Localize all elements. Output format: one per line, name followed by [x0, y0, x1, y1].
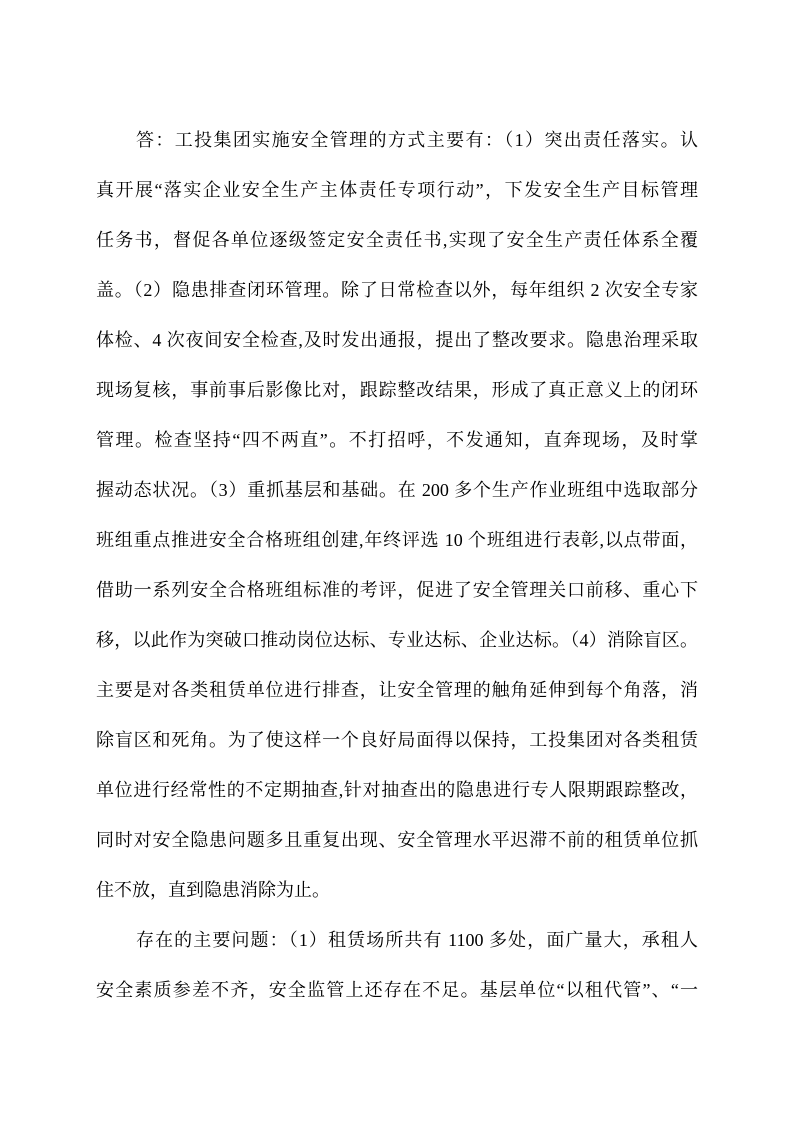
text-line: 真开展“落实企业安全生产主体责任专项行动”，下发安全生产目标管理: [96, 180, 698, 200]
paragraph: [96, 115, 698, 915]
text-line: 借助一系列安全合格班组标准的考评，促进了安全管理关口前移、重心下: [96, 580, 698, 600]
text-line: 任务书，督促各单位逐级签定安全责任书,实现了安全生产责任体系全覆: [96, 230, 698, 250]
text-line: 班组重点推进安全合格班组创建,年终评选 10 个班组进行表彰,以点带面，: [96, 530, 698, 550]
document-body: [96, 115, 698, 1015]
text-line: 移，以此作为突破口推动岗位达标、专业达标、企业达标。（4）消除盲区。: [96, 630, 698, 650]
text-line: 主要是对各类租赁单位进行排查，让安全管理的触角延伸到每个角落，消: [96, 680, 698, 700]
text-line: 单位进行经常性的不定期抽查,针对抽查出的隐患进行专人限期跟踪整改，: [96, 780, 698, 800]
text-line: 同时对安全隐患问题多且重复出现、安全管理水平迟滞不前的租赁单位抓: [96, 830, 698, 850]
paragraph: [96, 915, 698, 1015]
text-line: 答：工投集团实施安全管理的方式主要有：（1）突出责任落实。认: [136, 130, 698, 150]
text-line: 安全素质参差不齐，安全监管上还存在不足。基层单位“以租代管”、“一: [96, 980, 698, 1000]
text-line: 盖。（2）隐患排查闭环管理。除了日常检查以外，每年组织 2 次安全专家: [96, 280, 698, 300]
text-line: 存在的主要问题：（1）租赁场所共有 1100 多处，面广量大，承租人: [136, 930, 698, 950]
text-line: 管理。检查坚持“四不两直”。不打招呼，不发通知，直奔现场，及时掌: [96, 430, 698, 450]
text-line: 住不放，直到隐患消除为止。: [96, 880, 330, 900]
text-line: 握动态状况。（3）重抓基层和基础。在 200 多个生产作业班组中选取部分: [96, 480, 698, 500]
text-line: 现场复核，事前事后影像比对，跟踪整改结果，形成了真正意义上的闭环: [96, 380, 698, 400]
text-line: 体检、4 次夜间安全检查,及时发出通报，提出了整改要求。隐患治理采取: [96, 330, 698, 350]
text-line: 除盲区和死角。为了使这样一个良好局面得以保持，工投集团对各类租赁: [96, 730, 698, 750]
